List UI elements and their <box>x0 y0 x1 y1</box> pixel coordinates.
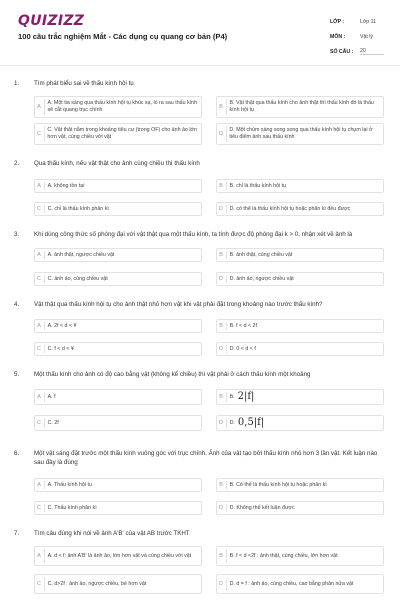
option-text: D. 0 < d < f <box>229 345 256 352</box>
option-b[interactable] <box>216 248 384 262</box>
option-a[interactable] <box>34 478 202 492</box>
option-letter: B <box>219 553 223 559</box>
option-letter: C <box>37 276 41 282</box>
question-text: Qua thấu kính, nếu vật thật cho ảnh cùng chiều thì thấu kính <box>34 160 200 167</box>
option-c[interactable] <box>34 123 202 145</box>
option-letter: D <box>219 505 223 511</box>
option-a[interactable] <box>34 179 202 193</box>
question-text: Khi dùng công thức số phóng đại với vật thật qua một thấu kính, ta tính được độ phóng đại k > 0, nhận xét về ảnh là <box>34 231 353 238</box>
question-text: Tìm phát biểu sai về thấu kính hội tụ <box>34 80 134 87</box>
option-a[interactable] <box>34 546 202 566</box>
option-letter: D <box>219 581 223 587</box>
option-a[interactable] <box>34 248 202 262</box>
question-text: Vật thật qua thấu kính hội tụ cho ảnh thật nhỏ hơn vật khi vật phải đặt trong khoảng nào trước thấu kính? <box>34 301 323 308</box>
option-text: A. Thấu kính hội tụ <box>47 481 92 488</box>
meta-class-row <box>330 14 390 29</box>
option-a[interactable] <box>34 319 202 333</box>
option-letter: A <box>37 183 41 189</box>
option-letter: A <box>37 482 41 488</box>
option-c[interactable] <box>34 501 202 515</box>
option-letter: D <box>219 131 223 137</box>
question-text: Tìm câu đúng khi nói về ảnh A'B' của vật AB trước TKHT <box>34 530 190 537</box>
meta-value: Lớp 11 <box>360 18 376 25</box>
option-letter: A <box>37 252 41 258</box>
option-letter: B <box>219 482 223 488</box>
option-a[interactable] <box>34 389 202 405</box>
option-c[interactable] <box>34 342 202 356</box>
option-d[interactable] <box>216 501 384 515</box>
question-number: 2. <box>14 160 20 167</box>
option-a[interactable] <box>34 96 202 118</box>
option-letter: D <box>219 346 223 352</box>
option-d[interactable] <box>216 342 384 356</box>
option-letter: C <box>37 346 41 352</box>
question-number: 5. <box>14 371 20 378</box>
meta-label: LỚP : <box>330 18 345 25</box>
option-b[interactable] <box>216 96 384 118</box>
option-text: B. f < d <2f : ảnh thật, cùng chiều, lớn hơn vật <box>229 552 338 559</box>
option-letter: A <box>37 394 41 400</box>
option-b[interactable] <box>216 478 384 492</box>
option-b[interactable] <box>216 546 384 566</box>
option-letter: B <box>219 252 223 258</box>
option-text: B. <box>229 393 235 400</box>
option-d[interactable] <box>216 574 384 594</box>
option-text: D. <box>229 419 235 426</box>
option-text: C. 2f <box>47 419 59 426</box>
option-letter: C <box>37 420 41 426</box>
option-text: C. Vật thật nằm trong khoảng tiêu cự (trong OF) cho ảnh ảo lớn hơn vật, cùng chiều với vật <box>47 127 197 140</box>
option-text: D. d = f : ảnh ảo, cùng chiều, cao bằng phân nửa vật <box>229 580 354 587</box>
option-text: D. Không thể kết luận được <box>229 504 295 511</box>
page-title: 100 câu trắc nghiệm Mắt - Các dụng cụ quang cơ bản (P4) <box>18 32 228 41</box>
option-text: C. Thấu kính phân kì <box>47 504 97 511</box>
option-text: D. có thể là thấu kính hội tụ hoặc phân kì đều được <box>229 205 351 212</box>
option-text: A. không tồn tại <box>47 182 85 189</box>
option-formula: 0,5|f| <box>237 416 265 428</box>
option-text: B. ảnh thật, cùng chiều vật <box>229 251 293 258</box>
option-letter: B <box>219 104 223 110</box>
option-letter: C <box>37 505 41 511</box>
question-number: 7. <box>14 530 20 537</box>
option-c[interactable] <box>34 574 202 594</box>
question-number: 1. <box>14 80 20 87</box>
meta-panel <box>330 14 390 59</box>
question-number: 6. <box>14 450 20 457</box>
option-text: A. Một tia sáng qua thấu kính hội tụ khúc xạ, ló ra sau thấu kính sẽ cắt quang trục chính <box>47 100 198 113</box>
option-text: A. 2f < d < ¥ <box>47 322 77 329</box>
option-formula: 2|f| <box>237 390 255 402</box>
option-letter: B <box>219 394 223 400</box>
option-letter: A <box>37 104 41 110</box>
option-text: C. f < d < ¥ <box>47 345 74 352</box>
option-letter: A <box>37 553 41 559</box>
option-b[interactable] <box>216 389 384 405</box>
header-divider <box>0 65 400 66</box>
option-c[interactable] <box>34 415 202 431</box>
option-b[interactable] <box>216 319 384 333</box>
option-c[interactable] <box>34 202 202 216</box>
option-letter: D <box>219 276 223 282</box>
meta-count-row <box>330 44 390 59</box>
option-letter: C <box>37 131 41 137</box>
option-letter: D <box>219 206 223 212</box>
option-text: D. Một chùm sáng song song qua thấu kính hội tụ chụm lại ở tiêu điểm ảnh sau thấu kính <box>229 127 373 140</box>
option-text: B. chỉ là thấu kính hội tụ <box>229 182 287 189</box>
option-text: B. f < d < 2f <box>229 322 257 329</box>
question-text: Một thấu kính cho ảnh có độ cao bằng vật (không kể chiều) thì vật phải ở cách thấu kính một khoảng <box>34 371 311 378</box>
option-text: A. d < f: ảnh A'B' là ảnh ảo, lớn hơn vật và cùng chiều với vật <box>47 552 192 559</box>
option-text: A. f <box>47 393 56 400</box>
meta-value: 20 <box>360 48 384 55</box>
meta-label: MÔN : <box>330 33 346 40</box>
option-letter: A <box>37 323 41 329</box>
option-letter: B <box>219 323 223 329</box>
option-d[interactable] <box>216 415 384 431</box>
meta-value: Vật lý <box>360 33 373 40</box>
option-text: C. chỉ là thấu kính phân kì <box>47 205 109 212</box>
option-letter: C <box>37 581 41 587</box>
option-text: B. Vật thật qua thấu kính cho ảnh thật thì thấu kính đó là thấu kính hội tụ <box>229 100 374 113</box>
question-number: 4. <box>14 301 20 308</box>
meta-label: SỐ CÂU : <box>330 48 354 55</box>
option-letter: C <box>37 206 41 212</box>
option-c[interactable] <box>34 272 202 286</box>
option-d[interactable] <box>216 123 384 145</box>
option-text: C. d>2f : ảnh ảo, ngược chiều, bé hơn vật <box>47 580 147 587</box>
option-text: A. ảnh thật, ngược chiều vật <box>47 251 115 258</box>
question-number: 3. <box>14 231 20 238</box>
option-b[interactable] <box>216 179 384 193</box>
meta-subject-row <box>330 29 390 44</box>
quizizz-logo: QUIZIZZ <box>18 13 85 29</box>
option-d[interactable] <box>216 202 384 216</box>
option-d[interactable] <box>216 272 384 286</box>
option-letter: D <box>219 420 223 426</box>
option-letter: B <box>219 183 223 189</box>
option-text: D. ảnh ảo, ngược chiều vật <box>229 275 294 282</box>
option-text: B. Có thể là thấu kính hội tụ hoặc phân kì <box>229 481 327 488</box>
question-text: Một vật sáng đặt trước một thấu kính vuông góc với trục chính. Ảnh của vật tạo bởi thấu kính nhỏ hơn 3 lần vật. Kết luận nào sau đây là đúng <box>34 450 378 466</box>
option-text: C. ảnh ảo, cùng chiều vật <box>47 275 108 282</box>
